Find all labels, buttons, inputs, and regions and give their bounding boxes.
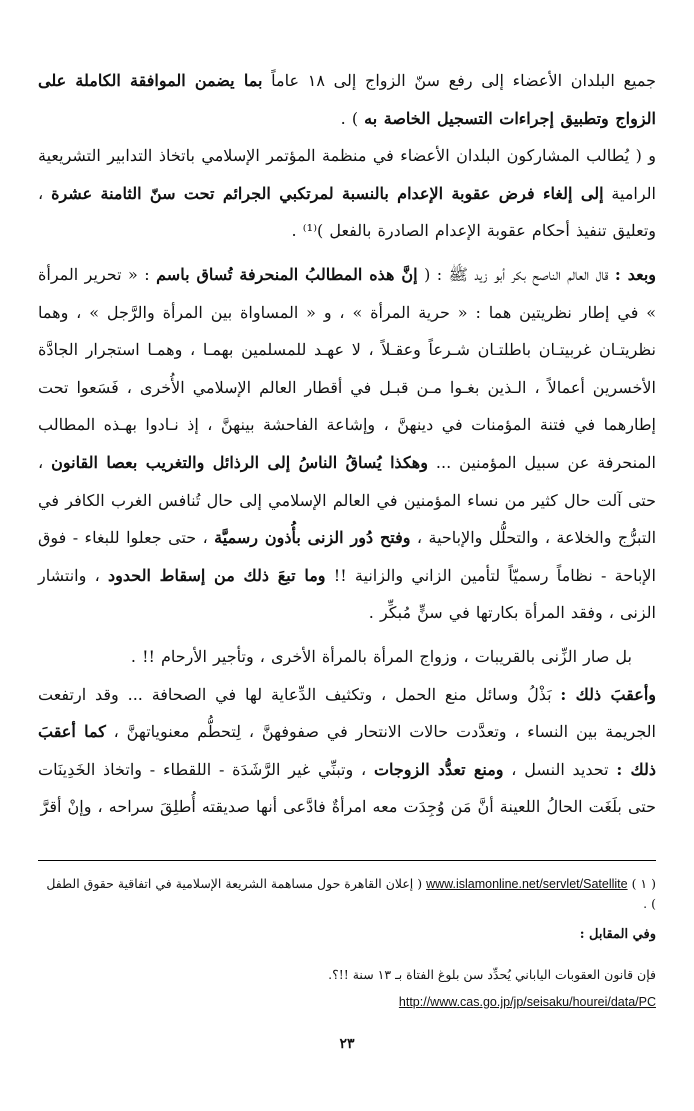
paragraph-4: بل صار الزِّنى بالقريبات ، وزواج المرأة بالمرأة الأخرى ، وتأجير الأرحام !! . bbox=[130, 646, 632, 666]
footnote-1: ( ١ ) www.islamonline.net/servlet/Satellite ( إعلان القاهرة حول مساهمة الشريعة الإسلامية في اتفاقية حقوق الطفل ) . bbox=[46, 876, 656, 911]
footnote-heading: وفي المقابل : bbox=[579, 927, 656, 942]
paragraph-3: وبعد : قال العالم الناصح بكر أبو زيد ﷺ : ( إنَّ هذه المطالبُ المنحرفة تُساق باسم : « تحرير المرأة » في إطار نظريتين هما : « حرية المرأة » ، و « المساواة بين المرأة والرَّجل » ، وهما نظريتـان غربيتـان باطلتـان شـرعاً وعقـلاً ، لا عهـد للمسلمين بهمـا ، وهمـا استجرار الجادَّة الأخسرين أعمالاً ، الـذين بغـوا مـن قبـل في أقطار العالم الإسلامي الأُخرى ، فَسَعوا تحت إطارهما في فتنة المؤمنات في دينهنَّ ، وإشاعة الفاحشة بينهنَّ ، إذ نـادوا بهـذه المطالب المنحرفة عن سبيل المؤمنين ... وهكذا يُساقُ الناسُ إلى الرذائل والتغريب بعصا القانون ، حتى آلت حال كثير من نساء المؤمنين في العالم الإسلامي إلى حال تُنافس الغرب الكافر في التبرُّج والخلاعة ، والتحلُّل والإباحية ، وفتح دُور الزنى بأُذون رسميَّة ، حتى جعلوا للبغاء - فوق الإباحة - نظاماً رسميّاً لتأمين الزاني والزانية !! وما تبعَ ذلك من إسقاط الحدود ، وانتشار الزنى ، وفقد المرأة بكارتها في سنٍّ مُبكِّر . bbox=[38, 264, 657, 623]
page-number: ٢٣ bbox=[339, 1036, 355, 1052]
paragraph-5: وأعقبَ ذلك : بَذْلُ وسائل منع الحمل ، وتكثيف الدِّعاية لها في الصحافة ... وقد ارتفعت الجريمة بين النساء ، وتعدَّدت حالات الانتحار في صفوفهنَّ ، لِتحطُّم معنوياتهنَّ ، كما أعقبَ ذلك : تحديد النسل ، ومنع تعدُّد الزوجات ، وتبنِّي غير الرَّشَدَة - اللقطاء - واتخاذ الخَدِينَات حتى بلَغَت الحالُ اللعينة أنَّ مَن وُجِدَت معه امرأةٌ فادَّعى أنها صديقته أُطلِقَ سراحه ، وإنْ أقرَّ bbox=[38, 684, 657, 817]
footnote-divider bbox=[38, 860, 656, 861]
footnote-text: فإن قانون العقوبات الياباني يُحدِّد سن بلوغ الفتاة بـ ١٣ سنة !!؟. bbox=[328, 967, 656, 982]
footnote-url bbox=[38, 992, 656, 1012]
paragraph-1: جميع البلدان الأعضاء إلى رفع سنّ الزواج إلى ١٨ عاماً بما يضمن الموافقة الكاملة على الزواج وتطبيق إجراءات التسجيل الخاصة به ) . bbox=[38, 71, 656, 128]
body-text bbox=[38, 62, 656, 826]
paragraph-2: و ( يُطالب المشاركون البلدان الأعضاء في منظمة المؤتمر الإسلامي باتخاذ التدابير التشريعية الرامية إلى إلغاء فرض عقوبة الإعدام بالنسبة لمرتكبي الجرائم تحت سنّ الثامنة عشرة ، وتعليق تنفيذ أحكام عقوبة الإعدام الصادرة بالفعل )⁽¹⁾ . bbox=[38, 146, 657, 241]
footnote-link-2[interactable]: http://www.cas.go.jp/jp/seisaku/hourei/data/PC bbox=[398, 995, 656, 1009]
footnote-link[interactable]: www.islamonline.net/servlet/Satellite bbox=[426, 877, 628, 891]
